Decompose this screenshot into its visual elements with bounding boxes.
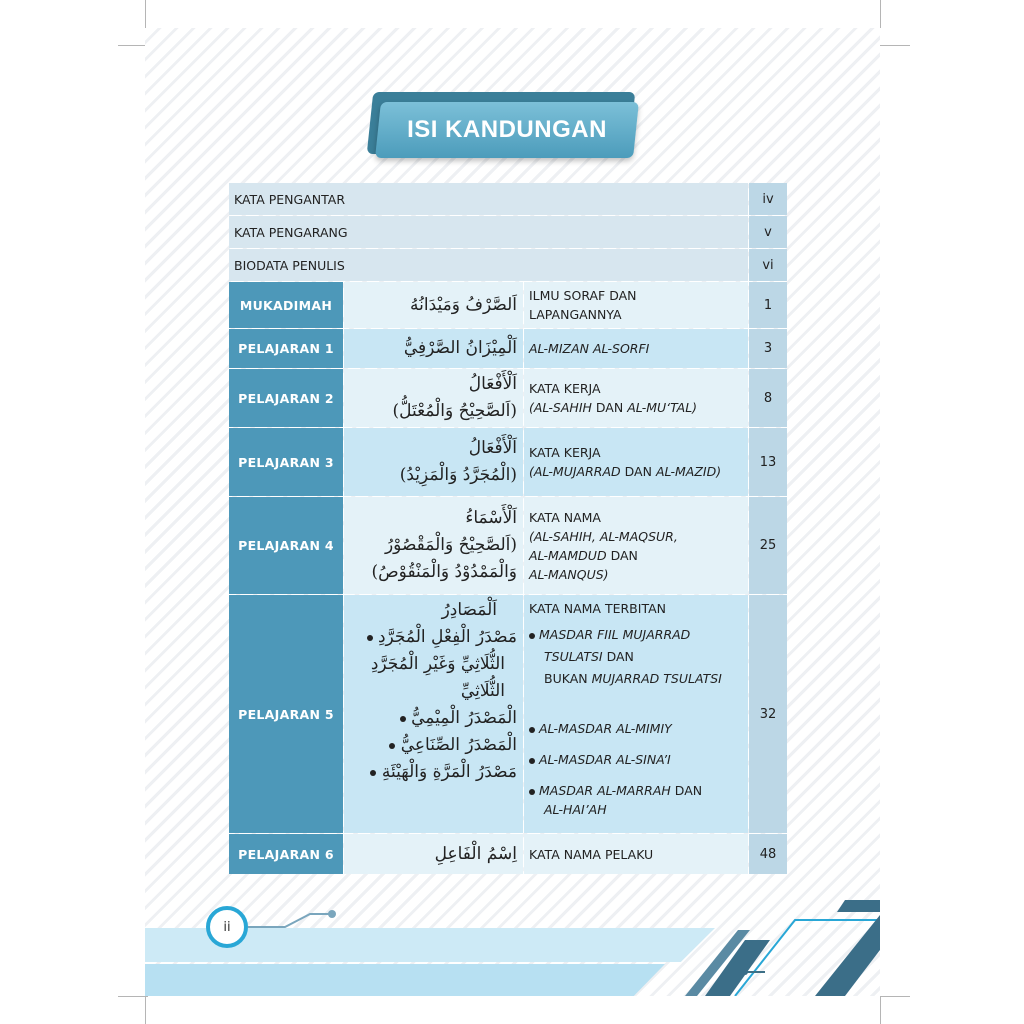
toc-row-pelajaran-5[interactable] <box>229 595 787 833</box>
crop-mark <box>880 45 910 46</box>
toc-label: KATA PENGANTAR <box>229 183 748 215</box>
arabic-line: اَلْمِيْزَانُ الصَّرْفِيُّ <box>403 338 517 358</box>
toc-page-number: vi <box>749 249 787 281</box>
malay-line: AL-HAI’AH <box>544 802 607 817</box>
arabic-line: اَلْأَفْعَالُ <box>468 374 517 394</box>
arabic-line: الْمَصْدَرُ الصِّنَاعِيُّ <box>344 732 517 759</box>
arabic-title <box>344 282 523 328</box>
lesson-label: PELAJARAN 2 <box>229 369 343 427</box>
toc-label: BIODATA PENULIS <box>229 249 748 281</box>
malay-line: LAPANGANNYA <box>529 307 622 322</box>
malay-title <box>524 497 748 594</box>
toc-page-number: 48 <box>749 834 787 874</box>
malay-line: KATA NAMA TERBITAN <box>529 601 667 616</box>
malay-title <box>524 834 748 874</box>
lesson-label: PELAJARAN 5 <box>229 595 343 833</box>
malay-line: AL-MASDAR AL-SINA’I <box>529 750 748 781</box>
arabic-title <box>344 329 523 368</box>
crop-mark <box>880 996 881 1024</box>
arabic-title <box>344 595 523 833</box>
arabic-line: اِسْمُ الْفَاعِلِ <box>434 843 517 864</box>
toc-row-pelajaran-4[interactable] <box>229 497 787 594</box>
toc-row-front-matter[interactable] <box>229 249 787 281</box>
bullet-icon <box>529 727 535 733</box>
page-number: ii <box>223 919 231 935</box>
malay-line: (AL-SAHIH DAN AL-MU‘TAL) <box>529 400 698 415</box>
toc-row-pelajaran-3[interactable] <box>229 428 787 496</box>
bullet-icon <box>529 758 535 764</box>
arabic-line: الثُّلَاثِيِّ <box>460 681 505 701</box>
crop-mark <box>880 996 910 997</box>
malay-line: TSULATSI DAN <box>544 649 634 664</box>
malay-title <box>524 369 748 427</box>
lesson-label: PELAJARAN 3 <box>229 428 343 496</box>
arabic-title <box>344 834 523 874</box>
toc-page-number: 3 <box>749 329 787 368</box>
crop-mark <box>118 45 148 46</box>
arabic-line: وَالْمَمْدُوْدُ وَالْمَنْقُوْصُ) <box>371 562 517 582</box>
arabic-line: (اَلصَّحِيْحُ وَالْمُعْتَلُّ) <box>392 401 517 421</box>
crop-mark <box>880 0 881 28</box>
bullet-icon <box>389 743 395 749</box>
arabic-line: (الْمُجَرَّدُ وَالْمَزِيْدُ) <box>399 465 517 485</box>
malay-line: KATA KERJA <box>529 381 601 396</box>
arabic-line: مَصْدَرُ الْمَرَّةِ وَالْهَيْئَةِ <box>344 759 517 786</box>
malay-line: KATA NAMA PELAKU <box>529 846 654 862</box>
arabic-line: اَلْمَصَادِرُ <box>441 600 497 620</box>
malay-line: AL-MANQUS) <box>529 566 609 582</box>
malay-line: AL-MIZAN AL-SORFI <box>529 341 650 356</box>
footer-circuit-lines <box>145 880 880 996</box>
bullet-icon <box>529 789 535 795</box>
arabic-line: الثُّلَاثِيِّ وَغَيْرِ الْمُجَرَّدِ <box>370 654 505 674</box>
crop-mark <box>145 996 146 1024</box>
lesson-label: PELAJARAN 6 <box>229 834 343 874</box>
toc-row-front-matter[interactable] <box>229 183 787 215</box>
arabic-line: اَلْأَسْمَاءُ <box>465 508 517 528</box>
toc-row-front-matter[interactable] <box>229 216 787 248</box>
bullet-icon <box>370 770 376 776</box>
toc-page-number: 13 <box>749 428 787 496</box>
malay-title <box>524 428 748 496</box>
malay-title <box>524 595 748 833</box>
malay-line: MASDAR AL-MARRAH DAN <box>529 781 748 800</box>
bullet-icon <box>529 633 535 639</box>
arabic-line: (اَلصَّحِيْحُ وَالْمَقْصُوْرُ <box>384 535 517 555</box>
bullet-icon <box>367 635 373 641</box>
crop-mark <box>118 996 148 997</box>
crop-mark <box>145 0 146 28</box>
malay-line: (AL-SAHIH, AL-MAQSUR, <box>529 528 678 544</box>
lesson-label: PELAJARAN 1 <box>229 329 343 368</box>
malay-line: AL-MASDAR AL-MIMIY <box>529 719 748 750</box>
toc-page-number: 1 <box>749 282 787 328</box>
malay-line: (AL-MUJARRAD DAN AL-MAZID) <box>529 464 722 479</box>
toc-page-number: 25 <box>749 497 787 594</box>
toc-page-number: v <box>749 216 787 248</box>
arabic-line: مَصْدَرُ الْفِعْلِ الْمُجَرَّدِ <box>344 624 517 651</box>
toc-row-pelajaran-6[interactable] <box>229 834 787 874</box>
toc-label: KATA PENGARANG <box>229 216 748 248</box>
malay-line: BUKAN MUJARRAD TSULATSI <box>544 671 722 686</box>
malay-title <box>524 329 748 368</box>
bullet-icon <box>400 716 406 722</box>
page-number-badge <box>206 906 248 948</box>
toc-page-number: 8 <box>749 369 787 427</box>
arabic-line: الْمَصْدَرُ الْمِيْمِيُّ <box>344 705 517 732</box>
arabic-line: اَلْأَفْعَالُ <box>468 438 517 458</box>
toc-page-number: iv <box>749 183 787 215</box>
malay-line: MASDAR FIIL MUJARRAD <box>529 625 748 647</box>
page-title: ISI KANDUNGAN <box>407 116 607 143</box>
arabic-title <box>344 428 523 496</box>
malay-line: KATA NAMA <box>529 509 601 525</box>
arabic-title <box>344 369 523 427</box>
arabic-line: اَلصَّرْفُ وَمَيْدَانُهُ <box>410 294 517 315</box>
malay-line: ILMU SORAF DAN <box>529 288 637 303</box>
lesson-label: MUKADIMAH <box>229 282 343 328</box>
malay-title <box>524 282 748 328</box>
lesson-label: PELAJARAN 4 <box>229 497 343 594</box>
toc-row-pelajaran-1[interactable] <box>229 329 787 368</box>
arabic-title <box>344 497 523 594</box>
malay-line: KATA KERJA <box>529 445 601 460</box>
toc-page-number: 32 <box>749 595 787 833</box>
toc-row-pelajaran-2[interactable] <box>229 369 787 427</box>
page-title-banner <box>370 92 640 167</box>
malay-line: AL-MAMDUD DAN <box>529 547 638 563</box>
toc-row-mukadimah[interactable] <box>229 282 787 328</box>
